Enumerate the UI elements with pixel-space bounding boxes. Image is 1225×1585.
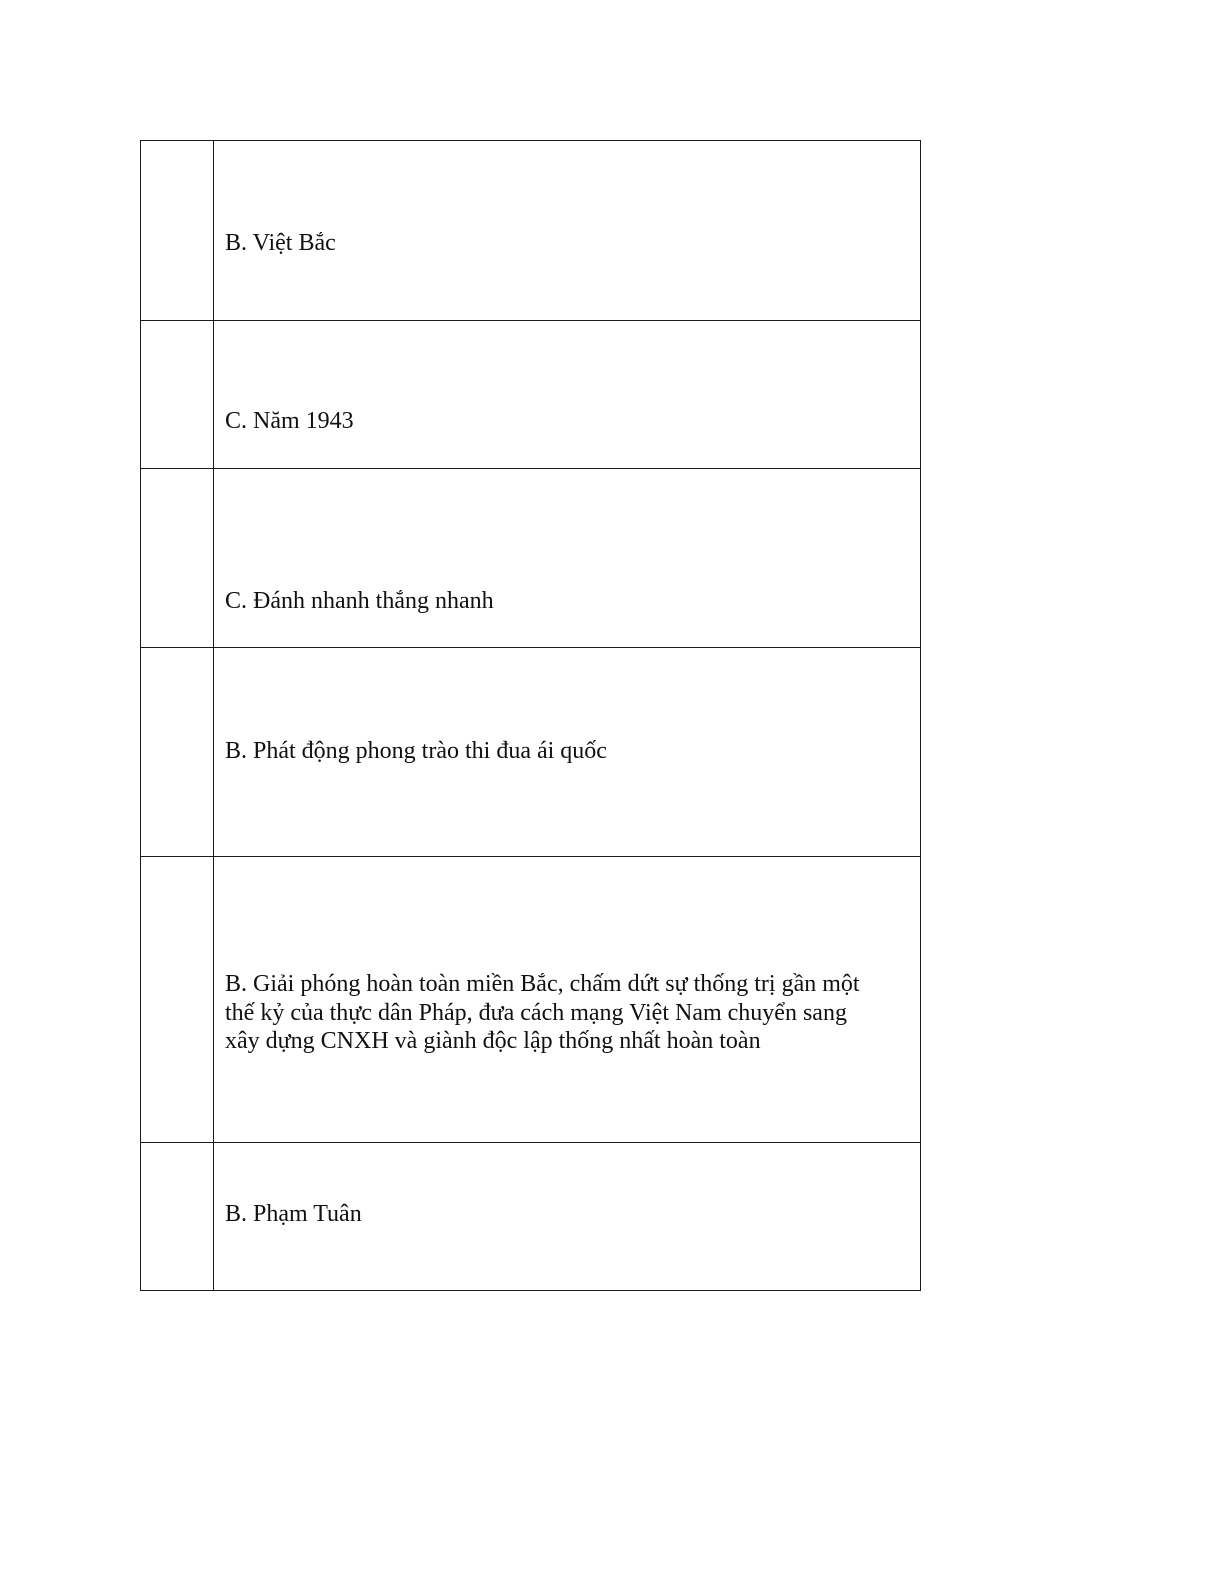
answer-cell <box>214 469 921 648</box>
answer-cell <box>214 648 921 857</box>
row-number-cell <box>141 141 214 321</box>
table-row <box>141 857 921 1143</box>
answer-text: B. Phát động phong trào thi đua ái quốc <box>225 738 607 764</box>
table-row <box>141 1143 921 1291</box>
row-number-cell <box>141 648 214 857</box>
answer-text: B. Giải phóng hoàn toàn miền Bắc, chấm dứt sự thống trị gần một thế kỷ của thực dân Pháp, đưa cách mạng Việt Nam chuyển sang xây dựng CNXH và giành độc lập thống nhất hoàn toàn <box>225 971 860 1054</box>
row-number-cell <box>141 1143 214 1291</box>
answer-table <box>140 140 921 1291</box>
answer-cell <box>214 1143 921 1291</box>
row-number-cell <box>141 857 214 1143</box>
answer-text: C. Năm 1943 <box>225 408 354 434</box>
table-row <box>141 469 921 648</box>
answer-cell <box>214 141 921 321</box>
answer-text: B. Việt Bắc <box>225 230 336 256</box>
row-number-cell <box>141 469 214 648</box>
answer-text: C. Đánh nhanh thắng nhanh <box>225 588 494 614</box>
table-row <box>141 141 921 321</box>
table-row <box>141 321 921 469</box>
answer-cell <box>214 321 921 469</box>
answer-text: B. Phạm Tuân <box>225 1201 362 1227</box>
row-number-cell <box>141 321 214 469</box>
table-row <box>141 648 921 857</box>
answer-cell <box>214 857 921 1143</box>
